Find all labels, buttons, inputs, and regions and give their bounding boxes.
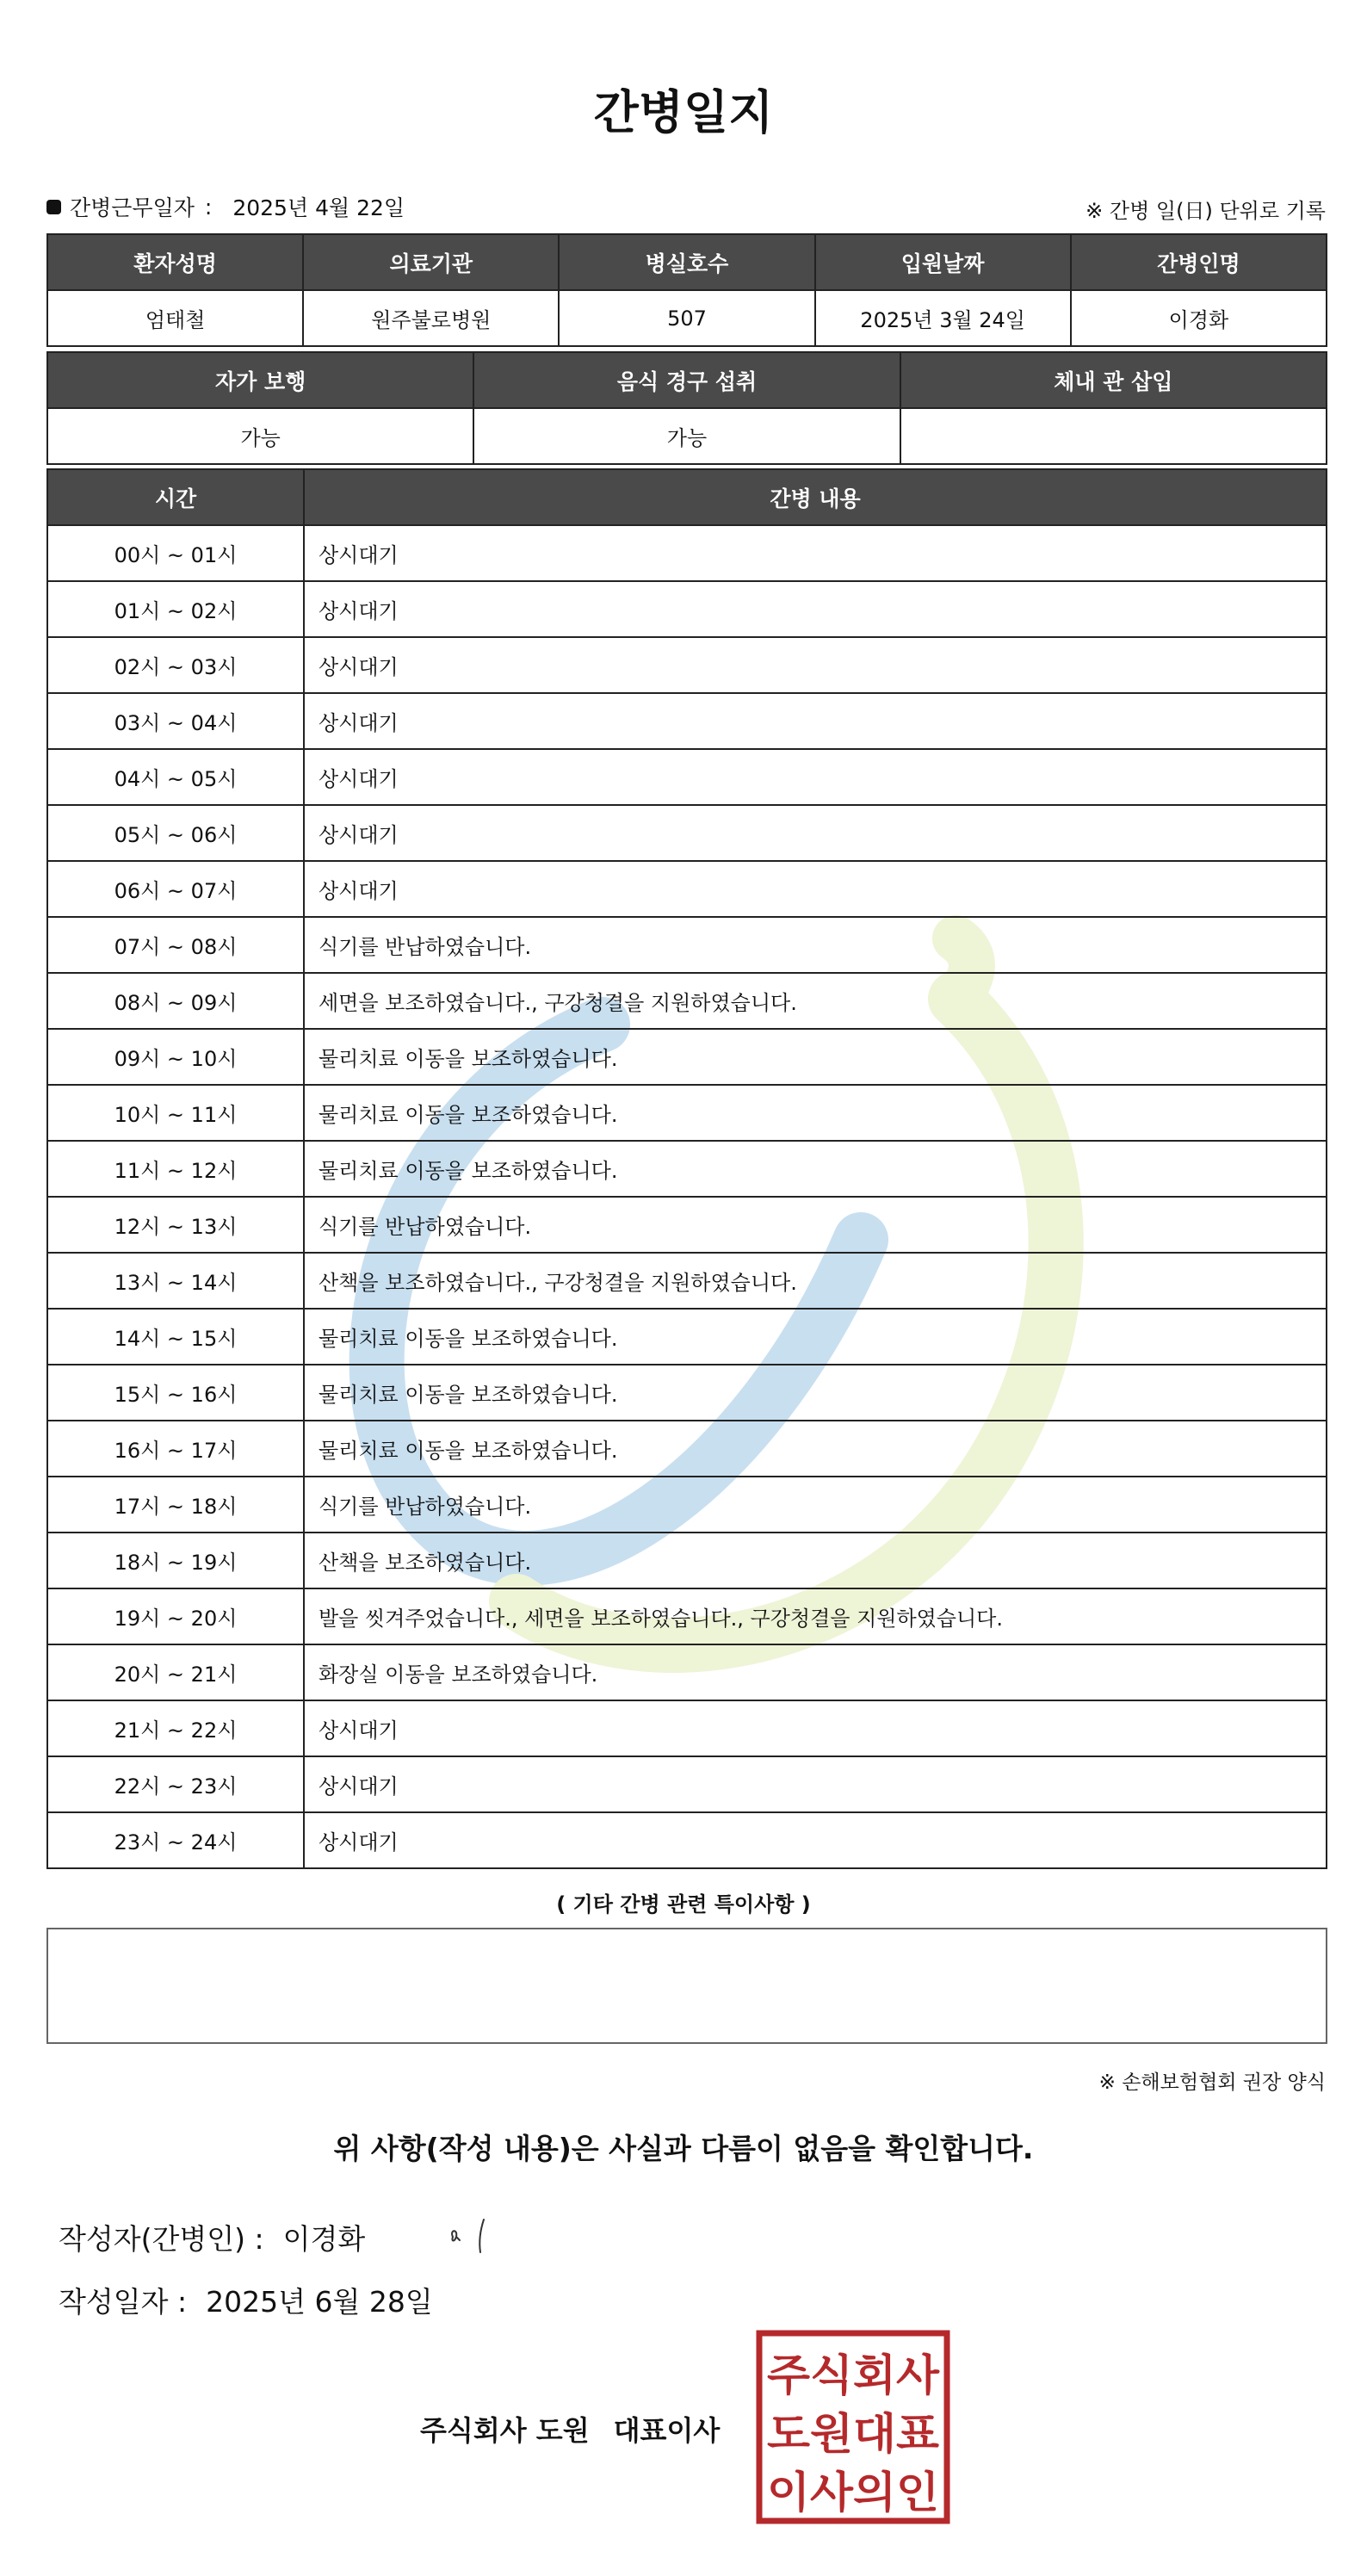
care-log-content: 식기를 반납하였습니다.: [304, 917, 1327, 973]
care-log-row: [47, 973, 1327, 1029]
care-log-time: 01시 ~ 02시: [47, 581, 304, 637]
signature-mark: [446, 2211, 498, 2259]
header-patient-name: 환자성명: [47, 234, 303, 290]
work-date-separator: :: [204, 194, 213, 220]
care-log-content: 화장실 이동을 보조하였습니다.: [304, 1644, 1327, 1700]
care-log-row: [47, 917, 1327, 973]
care-log-row: [47, 1477, 1327, 1533]
writer-label: 작성자(간병인) :: [59, 2222, 264, 2256]
care-log-time: 11시 ~ 12시: [47, 1141, 304, 1197]
care-log-content: 상시대기: [304, 581, 1327, 637]
care-log-row: [47, 637, 1327, 693]
care-log-time: 10시 ~ 11시: [47, 1085, 304, 1141]
header-room-number: 병실호수: [559, 234, 814, 290]
written-date-line: [59, 2280, 433, 2320]
header-caregiver-name: 간병인명: [1071, 234, 1327, 290]
care-log-row: [47, 1756, 1327, 1812]
care-log-row: [47, 1812, 1327, 1868]
room-number: 507: [559, 290, 814, 346]
hospital: 원주불로병원: [303, 290, 559, 346]
care-log-row: [47, 1141, 1327, 1197]
tube-insertion-value: [900, 408, 1327, 464]
caregiver-name: 이경화: [1071, 290, 1327, 346]
care-log-time: 20시 ~ 21시: [47, 1644, 304, 1700]
care-log-row: [47, 1644, 1327, 1700]
care-log-time: 13시 ~ 14시: [47, 1253, 304, 1309]
care-log-time: 19시 ~ 20시: [47, 1588, 304, 1644]
care-log-row: [47, 1085, 1327, 1141]
patient-name: 엄태철: [47, 290, 303, 346]
care-log-time: 00시 ~ 01시: [47, 525, 304, 581]
header-oral-intake: 음식 경구 섭취: [473, 352, 900, 408]
special-notes-box: [46, 1928, 1327, 2044]
care-log-row: [47, 1365, 1327, 1421]
care-log-content: 식기를 반납하였습니다.: [304, 1197, 1327, 1253]
care-log-time: 15시 ~ 16시: [47, 1365, 304, 1421]
care-log-time: 02시 ~ 03시: [47, 637, 304, 693]
care-log-row: [47, 1533, 1327, 1588]
work-date-label: 간병근무일자: [70, 195, 195, 220]
care-log-content: 물리치료 이동을 보조하였습니다.: [304, 1421, 1327, 1477]
care-log-time: 08시 ~ 09시: [47, 973, 304, 1029]
care-log-time: 07시 ~ 08시: [47, 917, 304, 973]
care-log-time: 12시 ~ 13시: [47, 1197, 304, 1253]
care-log-content: 물리치료 이동을 보조하였습니다.: [304, 1085, 1327, 1141]
care-log-time: 04시 ~ 05시: [47, 749, 304, 805]
care-log-time: 21시 ~ 22시: [47, 1700, 304, 1756]
care-log-time: 05시 ~ 06시: [47, 805, 304, 861]
square-bullet-icon: [46, 200, 61, 214]
care-log-row: [47, 1309, 1327, 1365]
care-log-time: 22시 ~ 23시: [47, 1756, 304, 1812]
care-log-content: 물리치료 이동을 보조하였습니다.: [304, 1029, 1327, 1085]
oral-intake-value: 가능: [473, 408, 900, 464]
care-log-content: 상시대기: [304, 693, 1327, 749]
header-self-walking: 자가 보행: [47, 352, 473, 408]
care-log-content: 상시대기: [304, 1812, 1327, 1868]
care-log-content: 상시대기: [304, 525, 1327, 581]
care-log-table: [46, 468, 1327, 1869]
admission-date: 2025년 3월 24일: [815, 290, 1071, 346]
patient-info-table: [46, 233, 1327, 347]
company-seal-stamp: [756, 2330, 950, 2524]
header-admission-date: 입원날짜: [815, 234, 1071, 290]
care-log-time: 18시 ~ 19시: [47, 1533, 304, 1588]
care-log-time: 06시 ~ 07시: [47, 861, 304, 917]
writer-name: 이경화: [282, 2222, 366, 2256]
care-log-content: 물리치료 이동을 보조하였습니다.: [304, 1141, 1327, 1197]
care-log-row: [47, 1700, 1327, 1756]
care-log-row: [47, 861, 1327, 917]
header-care-content: 간병 내용: [304, 469, 1327, 525]
care-log-content: 상시대기: [304, 1756, 1327, 1812]
form-note: ※ 손해보험협회 권장 양식: [1098, 2071, 1326, 2094]
care-log-row: [47, 1197, 1327, 1253]
care-log-content: 발을 씻겨주었습니다., 세면을 보조하였습니다., 구강청결을 지원하였습니다.: [304, 1588, 1327, 1644]
care-log-content: 물리치료 이동을 보조하였습니다.: [304, 1309, 1327, 1365]
company-name: 주식회사 도원: [420, 2414, 590, 2447]
care-log-time: 16시 ~ 17시: [47, 1421, 304, 1477]
daily-record-note: ※ 간병 일(日) 단위로 기록: [1086, 199, 1326, 223]
seal-text-line: 이사의인: [767, 2468, 939, 2517]
written-date-label: 작성일자 :: [59, 2285, 188, 2319]
company-signature: [420, 2409, 720, 2449]
seal-text-line: 도원대표: [767, 2409, 940, 2459]
care-log-content: 상시대기: [304, 637, 1327, 693]
care-log-time: 17시 ~ 18시: [47, 1477, 304, 1533]
care-log-time: 03시 ~ 04시: [47, 693, 304, 749]
care-log-row: [47, 525, 1327, 581]
care-log-content: 세면을 보조하였습니다., 구강청결을 지원하였습니다.: [304, 973, 1327, 1029]
header-hospital: 의료기관: [303, 234, 559, 290]
work-date: [46, 191, 405, 222]
confirmation-statement: 위 사항(작성 내용)은 사실과 다름이 없음을 확인합니다.: [333, 2132, 1034, 2165]
care-log-time: 14시 ~ 15시: [47, 1309, 304, 1365]
care-log-content: 상시대기: [304, 749, 1327, 805]
care-log-content: 산책을 보조하였습니다., 구강청결을 지원하였습니다.: [304, 1253, 1327, 1309]
care-log-content: 물리치료 이동을 보조하였습니다.: [304, 1365, 1327, 1421]
care-log-content: 상시대기: [304, 805, 1327, 861]
care-log-content: 산책을 보조하였습니다.: [304, 1533, 1327, 1588]
company-role: 대표이사: [613, 2414, 721, 2447]
care-log-row: [47, 693, 1327, 749]
seal-text-line: 주식회사: [767, 2350, 940, 2400]
patient-status-table: [46, 351, 1327, 465]
care-log-row: [47, 1253, 1327, 1309]
header-time: 시간: [47, 469, 304, 525]
written-date-value: 2025년 6월 28일: [206, 2285, 433, 2319]
page-title: 간병일지: [593, 85, 774, 139]
header-tube-insertion: 체내 관 삽입: [900, 352, 1327, 408]
care-log-content: 상시대기: [304, 1700, 1327, 1756]
care-log-row: [47, 1029, 1327, 1085]
care-log-content: 상시대기: [304, 861, 1327, 917]
self-walking-value: 가능: [47, 408, 473, 464]
care-log-row: [47, 581, 1327, 637]
care-log-content: 식기를 반납하였습니다.: [304, 1477, 1327, 1533]
care-log-row: [47, 1421, 1327, 1477]
care-log-time: 09시 ~ 10시: [47, 1029, 304, 1085]
work-date-value: 2025년 4월 22일: [232, 195, 405, 220]
care-log-row: [47, 749, 1327, 805]
care-log-row: [47, 1588, 1327, 1644]
special-notes-title: ( 기타 간병 관련 특이사항 ): [556, 1892, 811, 1917]
care-log-time: 23시 ~ 24시: [47, 1812, 304, 1868]
care-log-row: [47, 805, 1327, 861]
writer-line: [59, 2217, 365, 2257]
